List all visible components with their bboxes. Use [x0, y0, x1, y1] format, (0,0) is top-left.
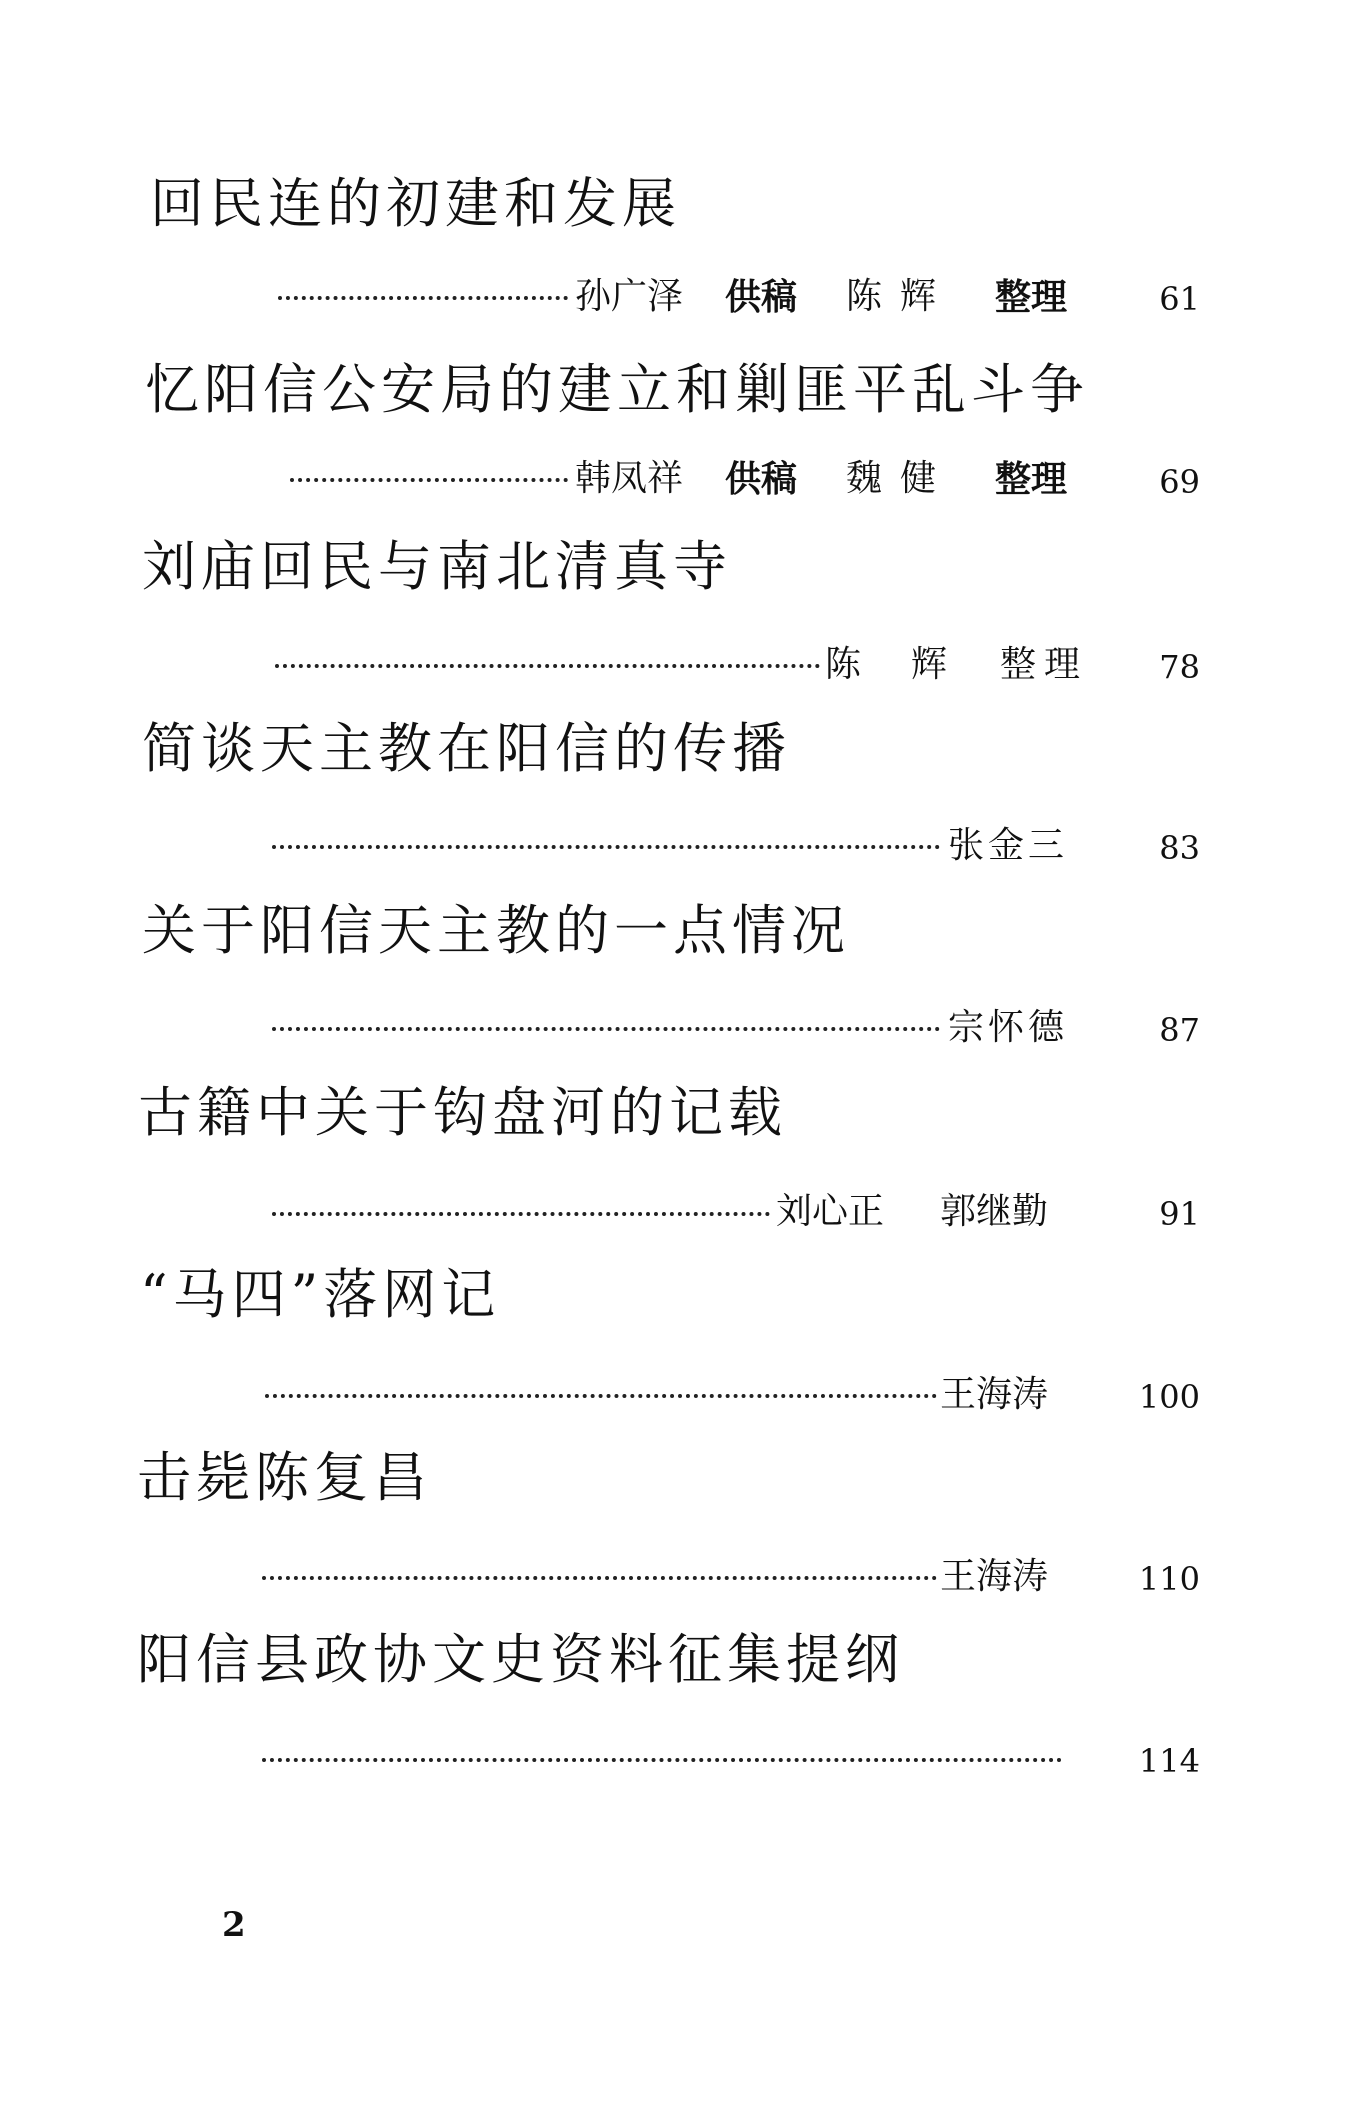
- page-number: 61: [1159, 280, 1200, 318]
- leader-dots: [272, 1212, 770, 1216]
- entry-title: 关于阳信天主教的一点情况: [142, 899, 850, 962]
- entry-title: 古籍中关于钩盘河的记载: [138, 1081, 787, 1144]
- editor-name: 陈辉: [825, 644, 998, 685]
- author-name: 宗怀德: [948, 1007, 1069, 1048]
- contributor-name: 孙广泽: [575, 276, 684, 317]
- leader-dots: [278, 296, 568, 300]
- editor-role: 整理: [995, 458, 1068, 500]
- editor-name: 陈辉: [846, 276, 955, 317]
- leader-dots: [265, 1394, 937, 1398]
- page-number: 78: [1159, 648, 1200, 686]
- page-folio: 2: [222, 1905, 246, 1945]
- leader-dots: [272, 845, 940, 849]
- leader-dots: [262, 1758, 1062, 1762]
- entry-title: 忆阳信公安局的建立和剿匪平乱斗争: [145, 358, 1089, 421]
- editor-role: 整理: [1000, 644, 1089, 685]
- author-name: 刘心正: [776, 1191, 885, 1232]
- contributor-name: 韩凤祥: [575, 458, 684, 499]
- leader-dots: [290, 478, 568, 482]
- entry-title: 简谈天主教在阳信的传播: [142, 717, 791, 780]
- page-number: 114: [1138, 1742, 1200, 1780]
- page-number: 87: [1159, 1011, 1200, 1049]
- page-number: 110: [1138, 1560, 1200, 1598]
- author-name: 张金三: [948, 825, 1069, 866]
- editor-role: 整理: [995, 276, 1068, 318]
- leader-dots: [275, 664, 820, 668]
- author-name: 王海涛: [940, 1374, 1049, 1415]
- author-name: 郭继勤: [940, 1191, 1049, 1232]
- contributor-role: 供稿: [725, 458, 798, 500]
- leader-dots: [262, 1576, 937, 1580]
- page-number: 83: [1159, 829, 1200, 867]
- page-number: 69: [1159, 463, 1200, 501]
- entry-title: 击毙陈复昌: [137, 1446, 432, 1509]
- contributor-role: 供稿: [725, 276, 798, 318]
- page-number: 91: [1159, 1195, 1200, 1233]
- entry-title: 回民连的初建和发展: [150, 172, 681, 235]
- editor-name: 魏健: [846, 458, 955, 499]
- author-name: 王海涛: [940, 1556, 1049, 1597]
- page-number: 100: [1138, 1378, 1200, 1416]
- leader-dots: [272, 1027, 940, 1031]
- entry-title: “马四”落网记: [140, 1263, 501, 1326]
- entry-title: 阳信县政协文史资料征集提纲: [137, 1628, 904, 1691]
- entry-title: 刘庙回民与南北清真寺: [142, 535, 732, 598]
